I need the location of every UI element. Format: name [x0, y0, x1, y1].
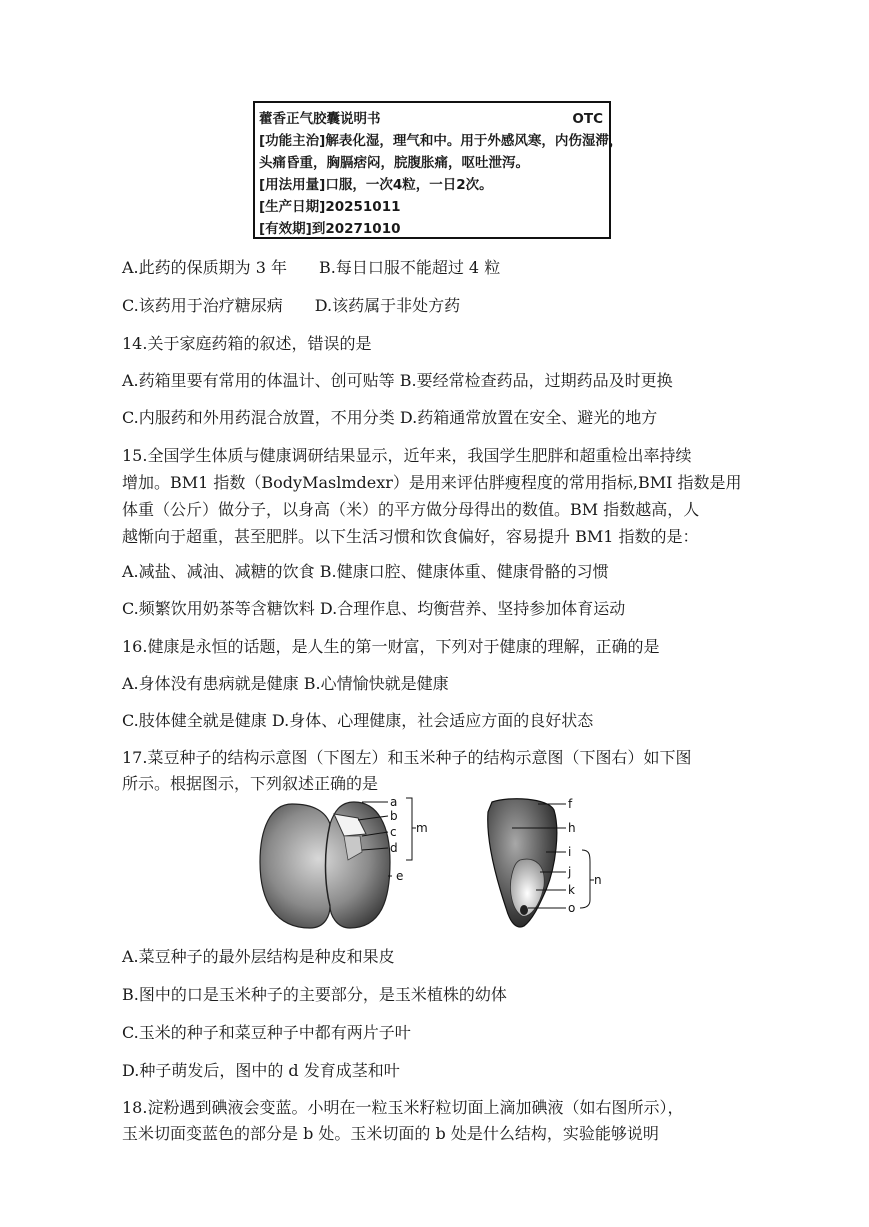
q15-stem-line: 体重（公斤）做分子，以身高（米）的平方做分母得出的数值。BM 指数越高，人: [122, 500, 700, 519]
q13-option: A.此药的保质期为 3 年 B.每日口服不能超过 4 粒: [122, 258, 501, 277]
label-a: a: [390, 795, 398, 809]
label-h: h: [568, 821, 576, 835]
label-line: 头痛昏重，胸膈痞闷，脘腹胀痛，呕吐泄泻。: [259, 155, 529, 171]
q18-stem-line: 18.淀粉遇到碘液会变蓝。小明在一粒玉米籽粒切面上滴加碘液（如右图所示），: [122, 1098, 684, 1117]
label-n: n: [594, 873, 602, 887]
otc-mark: OTC: [572, 111, 603, 127]
q15-stem-line: 15.全国学生体质与健康调研结果显示，近年来，我国学生肥胖和超重检出率持续: [122, 446, 692, 465]
label-k: k: [568, 883, 575, 897]
q17-option: A.菜豆种子的最外层结构是种皮和果皮: [122, 947, 395, 966]
q13-option: C.该药用于治疗糖尿病 D.该药属于非处方药: [122, 296, 461, 315]
label-line: [生产日期]20251011: [259, 199, 401, 215]
seed-structure-figure: [250, 790, 630, 935]
label-f: f: [568, 797, 573, 811]
label-line: [用法用量]口服，一次4粒，一日2次。: [259, 177, 493, 193]
label-line: [有效期]到20271010: [259, 221, 401, 237]
label-e: e: [396, 869, 404, 883]
q15-stem-line: 增加。BM1 指数（BodyMaslmdexr）是用来评估胖瘦程度的常用指标,BMI 指数是用: [122, 473, 742, 492]
q16-option: A.身体没有患病就是健康 B.心情愉快就是健康: [122, 674, 449, 693]
label-d: d: [390, 841, 398, 855]
bean-seed-drawing: [260, 802, 390, 928]
q17-option: B.图中的口是玉米种子的主要部分，是玉米植株的幼体: [122, 985, 507, 1004]
q14-option: A.药箱里要有常用的体温计、创可贴等 B.要经常检查药品，过期药品及时更换: [122, 371, 673, 390]
label-i: i: [568, 845, 572, 859]
q14-option: C.内服药和外用药混合放置，不用分类 D.药箱通常放置在安全、避光的地方: [122, 408, 658, 427]
q17-option: C.玉米的种子和菜豆种子中都有两片子叶: [122, 1023, 411, 1042]
q16-stem: 16.健康是永恒的话题，是人生的第一财富，下列对于健康的理解，正确的是: [122, 637, 660, 656]
q15-option: A.减盐、减油、减糖的饮食 B.健康口腔、健康体重、健康骨骼的习惯: [122, 562, 609, 581]
q16-option: C.肢体健全就是健康 D.身体、心理健康，社会适应方面的良好状态: [122, 711, 594, 730]
medicine-label-box: [253, 101, 623, 239]
q17-option: D.种子萌发后，图中的 d 发育成茎和叶: [122, 1061, 400, 1080]
label-line: [功能主治]解表化湿，理气和中。用于外感风寒，内伤湿滞，: [259, 133, 623, 149]
label-m: m: [416, 821, 428, 835]
q18-stem-line: 玉米切面变蓝色的部分是 b 处。玉米切面的 b 处是什么结构，实验能够说明: [122, 1124, 659, 1143]
label-o: o: [568, 901, 576, 915]
seed-diagram: [250, 790, 630, 935]
label-b: b: [390, 809, 398, 823]
label-title: 藿香正气胶囊说明书: [259, 111, 381, 127]
q15-option: C.频繁饮用奶茶等含糖饮料 D.合理作息、均衡营养、坚持参加体育运动: [122, 599, 626, 618]
q15-stem-line: 越惭向于超重，甚至肥胖。以下生活习惯和饮食偏好，容易提升 BM1 指数的是：: [122, 527, 699, 546]
label-j: j: [568, 865, 572, 879]
label-c: c: [390, 825, 397, 839]
q14-stem: 14.关于家庭药箱的叙述，错误的是: [122, 334, 372, 353]
label-title-row: [259, 108, 605, 130]
q17-stem-line: 所示。根据图示，下列叙述正确的是: [122, 774, 379, 793]
q17-stem-line: 17.菜豆种子的结构示意图（下图左）和玉米种子的结构示意图（下图右）如下图: [122, 748, 692, 767]
